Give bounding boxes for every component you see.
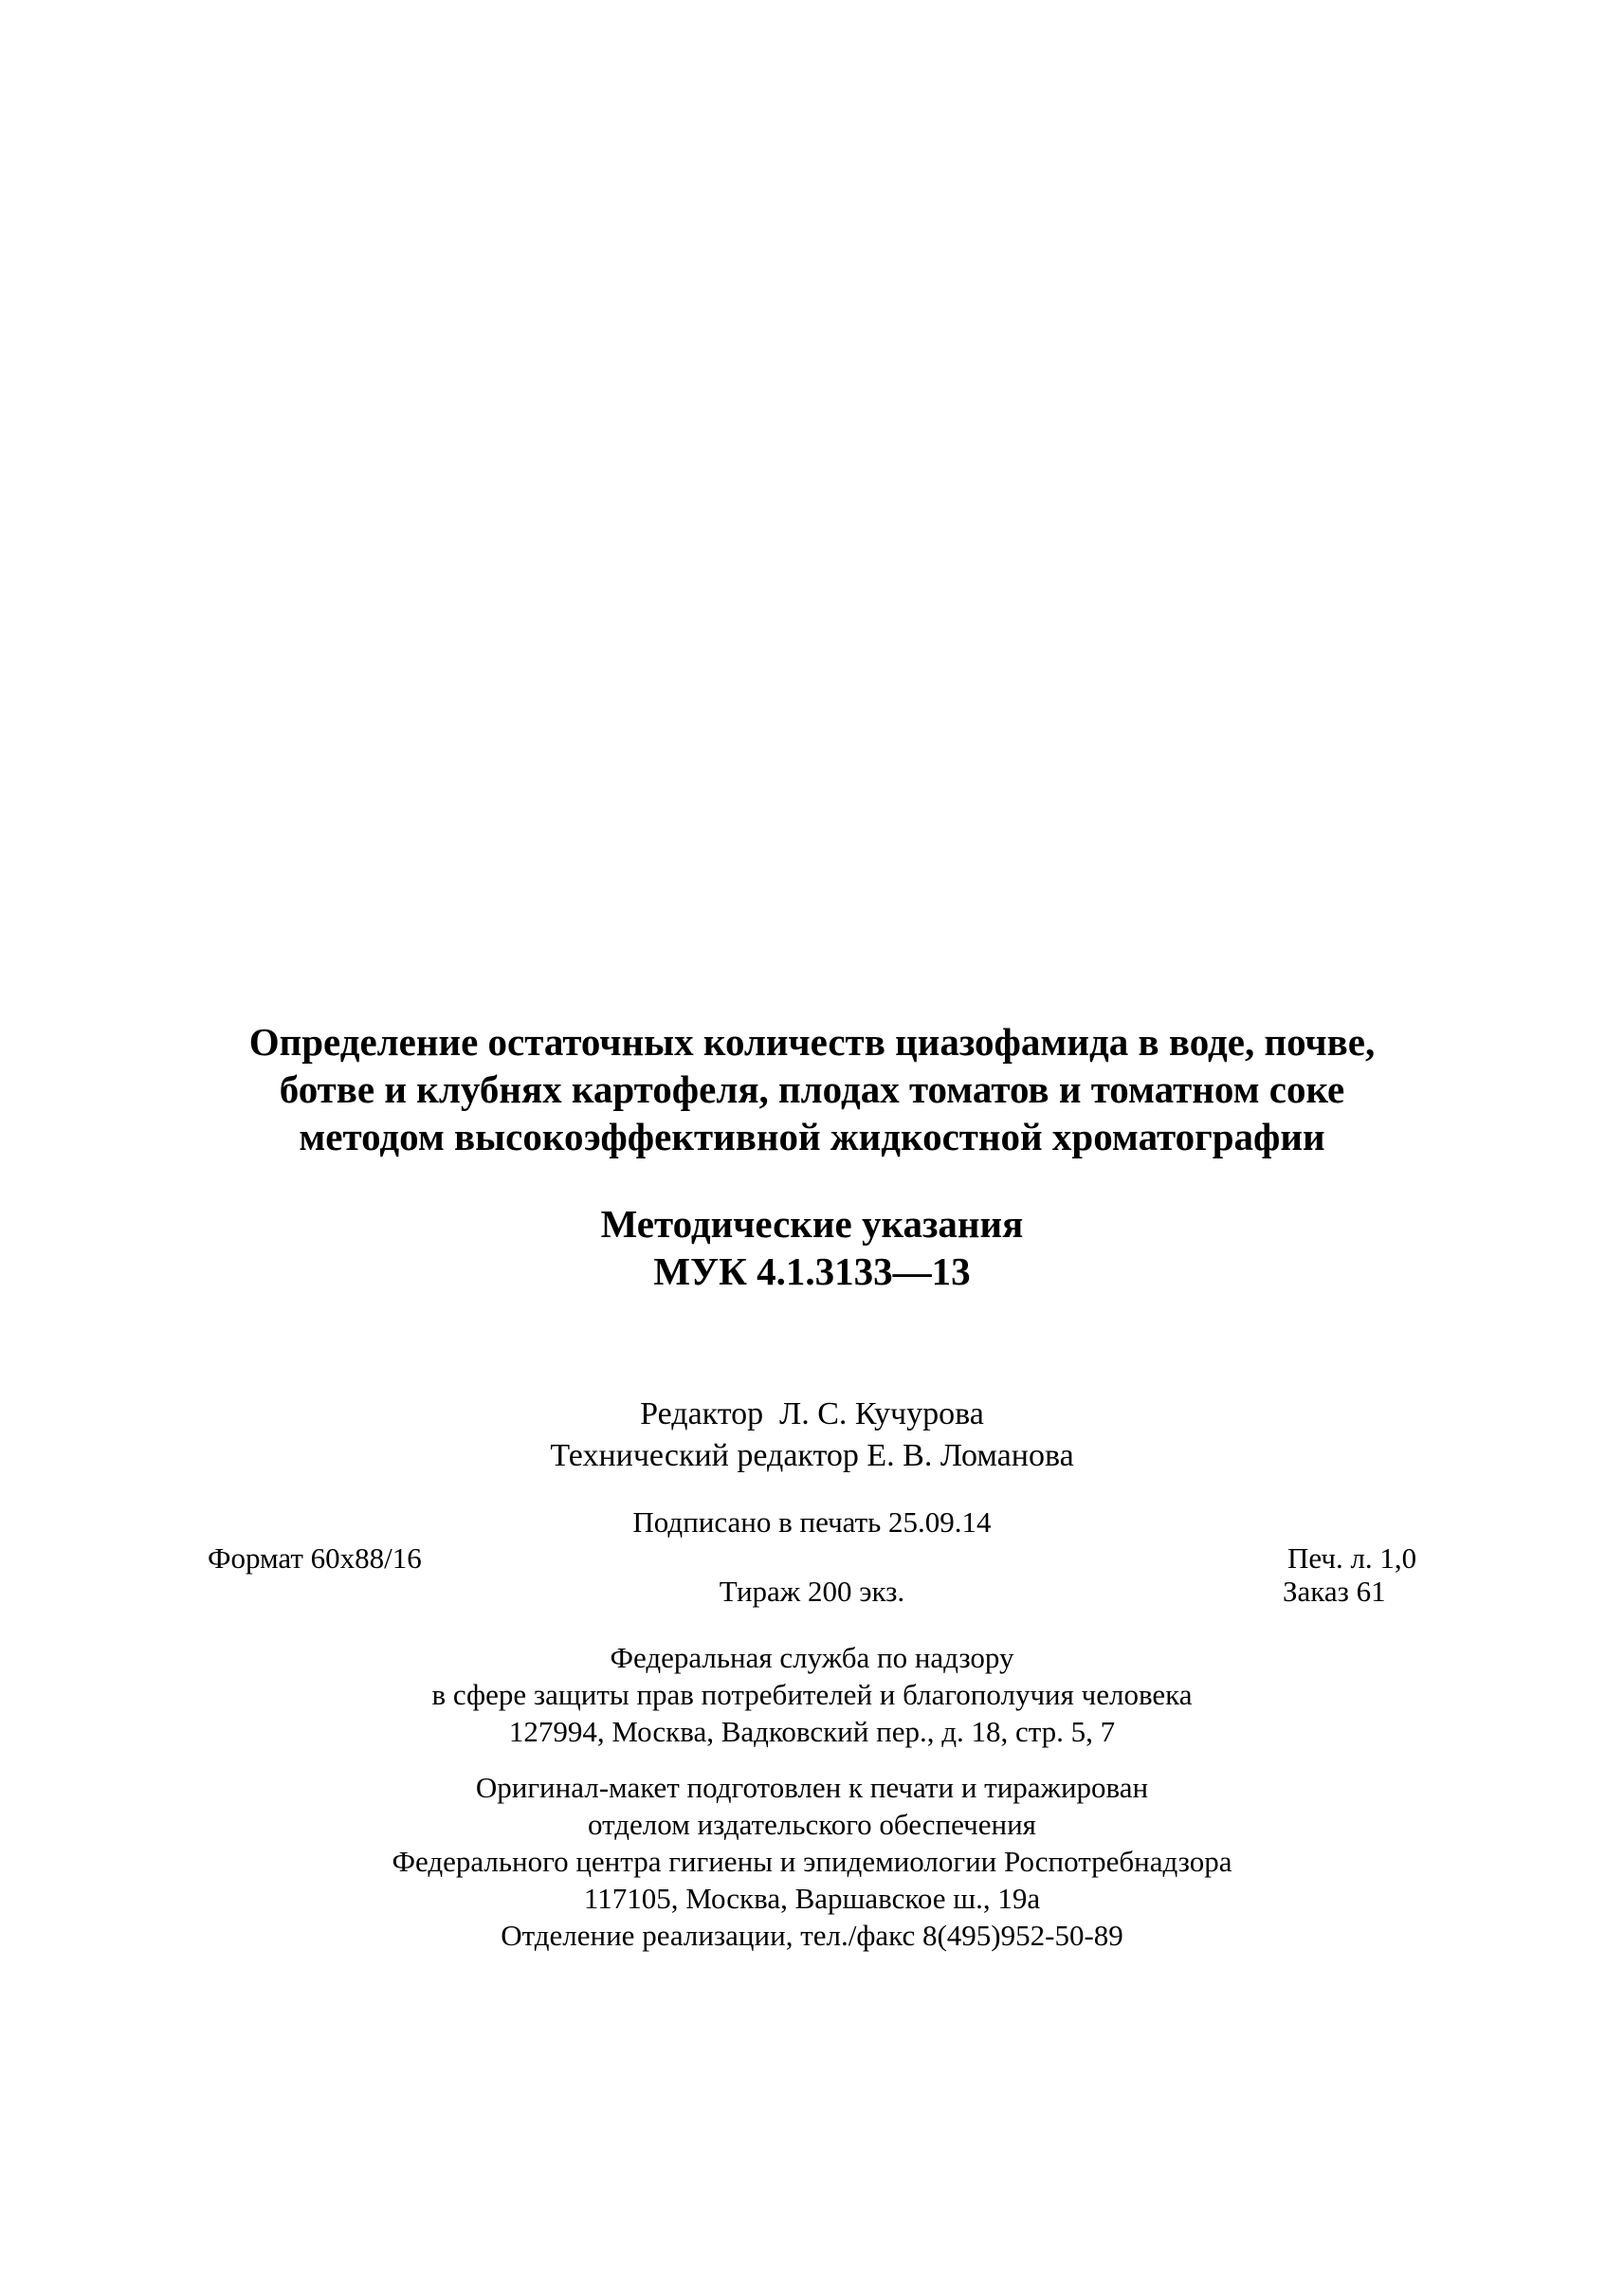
prepared-line-4: 117105, Москва, Варшавское ш., 19а [583,1882,1041,1915]
publisher-line-2: в сфере защиты прав потребителей и благополучия человека [431,1678,1193,1711]
prepared-block [0,1769,1624,1954]
format: Формат 60x88/16 [208,1541,422,1575]
document-title [0,1018,1624,1160]
document-number: МУК 4.1.3133—13 [653,1249,971,1293]
tech-editor: Технический редактор Е. В. Ломанова [550,1438,1074,1473]
title-line-3: методом высокоэффективной жидкостной хроматографии [299,1115,1325,1158]
editor: Редактор Л. С. Кучурова [640,1396,984,1431]
editors-block [0,1394,1624,1477]
print-sheets: Печ. л. 1,0 [1287,1541,1417,1575]
title-line-1: Определение остаточных количеств циазофамида в воде, почве, [248,1020,1376,1064]
prepared-line-5: Отделение реализации, тел./факс 8(495)952-50-89 [501,1919,1123,1952]
publisher-line-1: Федеральная служба по надзору [610,1641,1014,1674]
order-number: Заказ 61 [1283,1575,1386,1608]
document-type-block [0,1200,1624,1295]
circulation-text: Тираж 200 экз. [719,1575,905,1608]
prepared-line-2: отделом издательского обеспечения [588,1808,1036,1841]
signed-text: Подписано в печать 25.09.14 [632,1505,992,1539]
document-type: Методические указания [600,1202,1024,1246]
signed-to-print [0,1503,1624,1540]
title-line-2: ботве и клубнях картофеля, плодах томатов и томатном соке [279,1067,1345,1111]
publisher-block [0,1639,1624,1750]
prepared-line-1: Оригинал-макет подготовлен к печати и тиражирован [475,1771,1149,1804]
prepared-line-3: Федерального центра гигиены и эпидемиологии Роспотребнадзора [392,1845,1232,1878]
publisher-line-3: 127994, Москва, Вадковский пер., д. 18, стр. 5, 7 [508,1715,1116,1748]
